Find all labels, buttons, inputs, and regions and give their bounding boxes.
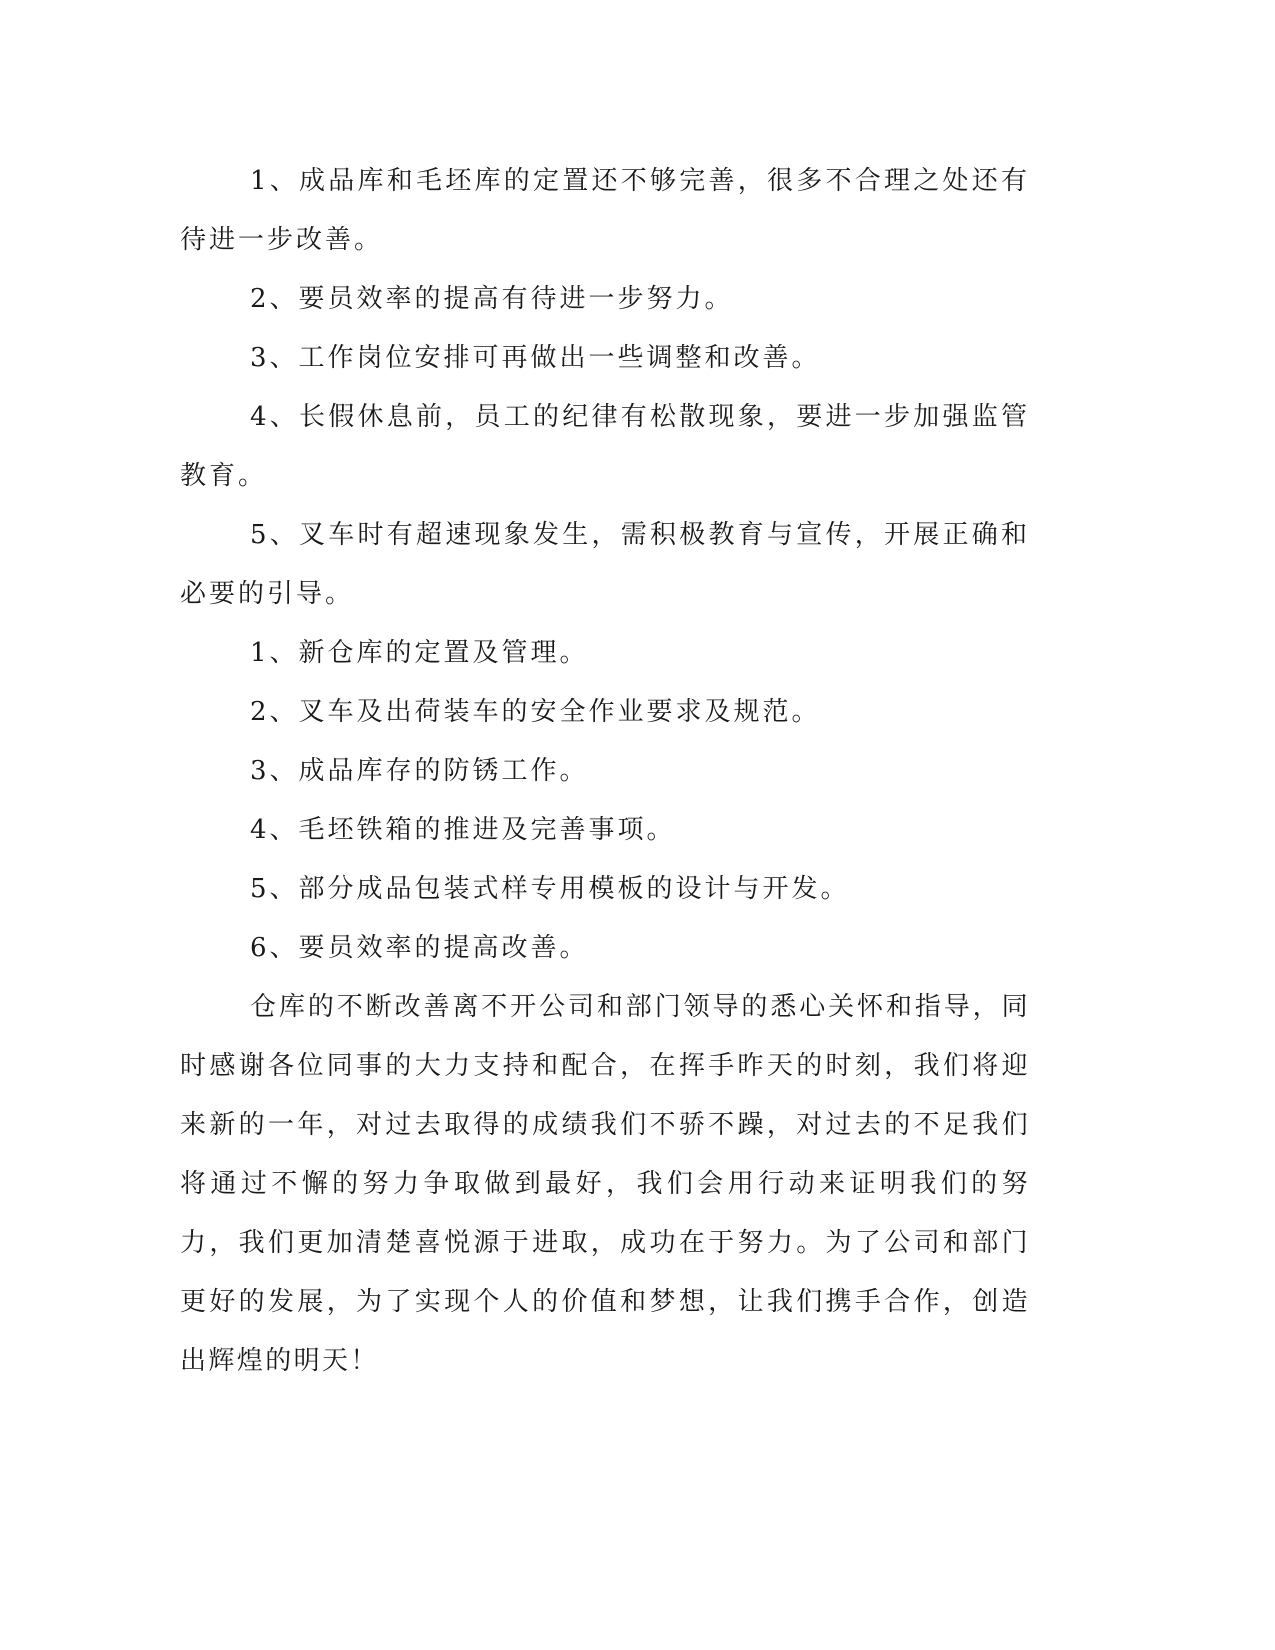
paragraph-issue-3: 3、工作岗位安排可再做出一些调整和改善。 (250, 343, 821, 373)
paragraph-closing: 仓库的不断改善离不开公司和部门领导的悉心关怀和指导，同时感谢各位同事的大力支持和配合，在挥手昨天的时刻，我们将迎来新的一年，对过去取得的成绩我们不骄不躁，对过去的不足我们将通过不懈的努力争取做到最好，我们会用行动来证明我们的努力，我们更加清楚喜悦源于进取，成功在于努力。为了公司和部门更好的发展，为了实现个人的价值和梦想，让我们携手合作，创造出辉煌的明天！ (180, 992, 1030, 1376)
paragraph-plan-6: 6、要员效率的提高改善。 (250, 933, 589, 963)
paragraph-issue-4: 4、长假休息前，员工的纪律有松散现象，要进一步加强监管教育。 (180, 402, 1030, 491)
document-body (180, 152, 1030, 1391)
paragraph-plan-3: 3、成品库存的防锈工作。 (250, 756, 589, 786)
paragraph-plan-4: 4、毛坯铁箱的推进及完善事项。 (250, 815, 676, 845)
paragraph-plan-1: 1、新仓库的定置及管理。 (250, 638, 589, 668)
paragraph-issue-2: 2、要员效率的提高有待进一步努力。 (250, 284, 734, 314)
paragraph-plan-2: 2、叉车及出荷装车的安全作业要求及规范。 (250, 697, 821, 727)
paragraph-plan-5: 5、部分成品包装式样专用模板的设计与开发。 (250, 874, 850, 904)
paragraph-issue-5: 5、叉车时有超速现象发生，需积极教育与宣传，开展正确和必要的引导。 (180, 520, 1030, 609)
paragraph-issue-1: 1、成品库和毛坯库的定置还不够完善，很多不合理之处还有待进一步改善。 (180, 166, 1030, 255)
